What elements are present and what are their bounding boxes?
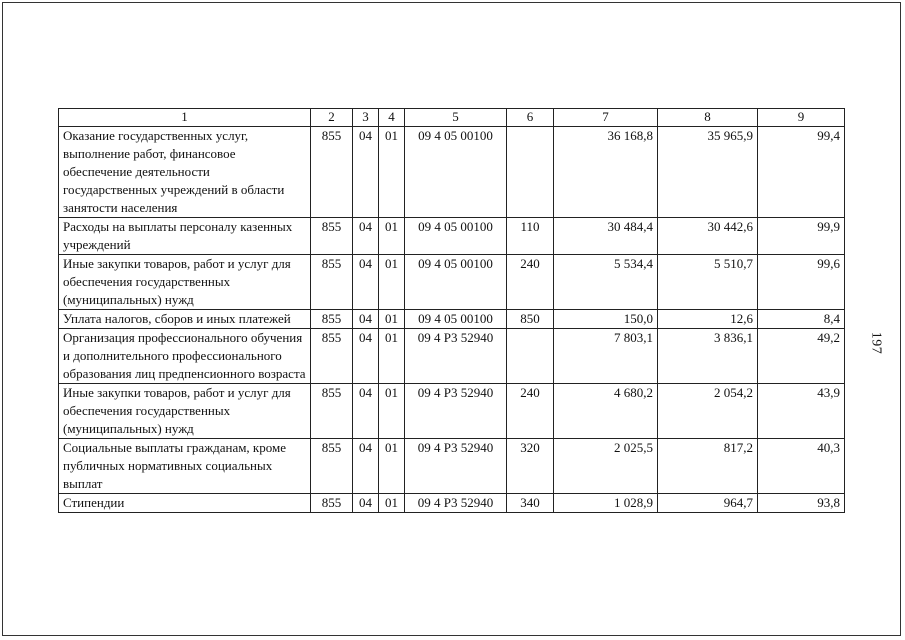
table-cell: 150,0 [554,310,658,329]
table-row [59,218,845,255]
row-name-cell: Уплата налогов, сборов и иных платежей [59,310,311,329]
table-cell: 30 484,4 [554,218,658,255]
row-name-cell: Оказание государственных услуг, выполнение работ, финансовое обеспечение деятельности государственных учреждений в области занятости населения [59,127,311,218]
table-cell: 09 4 05 00100 [405,255,507,310]
table-cell: 04 [353,255,379,310]
table-cell: 99,4 [758,127,845,218]
table-cell: 110 [507,218,554,255]
budget-table [58,108,845,513]
table-cell: 855 [311,329,353,384]
table-cell: 30 442,6 [658,218,758,255]
table-cell: 01 [379,310,405,329]
table-cell: 01 [379,384,405,439]
table-cell: 8,4 [758,310,845,329]
table-cell: 3 836,1 [658,329,758,384]
row-name-cell: Иные закупки товаров, работ и услуг для обеспечения государственных (муниципальных) нужд [59,255,311,310]
table-cell: 4 680,2 [554,384,658,439]
table-row [59,384,845,439]
table-cell: 04 [353,494,379,513]
table-cell: 240 [507,384,554,439]
header-cell: 1 [59,109,311,127]
table-cell: 36 168,8 [554,127,658,218]
row-name-cell: Организация профессионального обучения и дополнительного профессионального образования лиц предпенсионного возраста [59,329,311,384]
table-cell: 964,7 [658,494,758,513]
table-cell: 2 025,5 [554,439,658,494]
table-cell: 855 [311,384,353,439]
table-row [59,127,845,218]
table-cell: 5 534,4 [554,255,658,310]
table-cell: 850 [507,310,554,329]
table-cell: 93,8 [758,494,845,513]
header-cell: 9 [758,109,845,127]
table-row [59,439,845,494]
table-cell: 09 4 P3 52940 [405,384,507,439]
table-cell: 01 [379,329,405,384]
table-cell: 43,9 [758,384,845,439]
table-cell: 04 [353,218,379,255]
table-body [59,127,845,513]
row-name-cell: Иные закупки товаров, работ и услуг для обеспечения государственных (муниципальных) нужд [59,384,311,439]
table-cell: 240 [507,255,554,310]
table-cell: 855 [311,439,353,494]
row-name-cell: Стипендии [59,494,311,513]
table-cell: 5 510,7 [658,255,758,310]
header-cell: 8 [658,109,758,127]
table-cell: 855 [311,255,353,310]
table-cell [507,127,554,218]
table-cell: 855 [311,218,353,255]
header-cell: 6 [507,109,554,127]
table-cell: 09 4 P3 52940 [405,439,507,494]
header-cell: 7 [554,109,658,127]
table-cell: 01 [379,494,405,513]
table-cell: 04 [353,329,379,384]
table-cell: 04 [353,439,379,494]
table-cell: 2 054,2 [658,384,758,439]
page-number: 197 [868,331,884,355]
table-cell: 855 [311,127,353,218]
table-cell: 09 4 P3 52940 [405,329,507,384]
header-cell: 4 [379,109,405,127]
table-cell: 1 028,9 [554,494,658,513]
table-cell [507,329,554,384]
table-cell: 817,2 [658,439,758,494]
table-cell: 99,6 [758,255,845,310]
row-name-cell: Социальные выплаты гражданам, кроме публичных нормативных социальных выплат [59,439,311,494]
table-cell: 01 [379,218,405,255]
header-cell: 3 [353,109,379,127]
table-cell: 01 [379,127,405,218]
table-cell: 04 [353,310,379,329]
table-cell: 09 4 P3 52940 [405,494,507,513]
header-cell: 2 [311,109,353,127]
table-cell: 320 [507,439,554,494]
table-cell: 340 [507,494,554,513]
table-row [59,310,845,329]
header-cell: 5 [405,109,507,127]
table-cell: 35 965,9 [658,127,758,218]
table-cell: 40,3 [758,439,845,494]
table-row [59,255,845,310]
table-cell: 49,2 [758,329,845,384]
row-name-cell: Расходы на выплаты персоналу казенных учреждений [59,218,311,255]
table-cell: 01 [379,255,405,310]
table-cell: 855 [311,494,353,513]
table-row [59,329,845,384]
table-cell: 99,9 [758,218,845,255]
table-cell: 09 4 05 00100 [405,127,507,218]
table-row [59,494,845,513]
header-row [59,109,845,127]
table-cell: 01 [379,439,405,494]
table-cell: 04 [353,127,379,218]
table-cell: 04 [353,384,379,439]
table-cell: 7 803,1 [554,329,658,384]
table-cell: 09 4 05 00100 [405,218,507,255]
table-cell: 12,6 [658,310,758,329]
table-cell: 09 4 05 00100 [405,310,507,329]
table-cell: 855 [311,310,353,329]
